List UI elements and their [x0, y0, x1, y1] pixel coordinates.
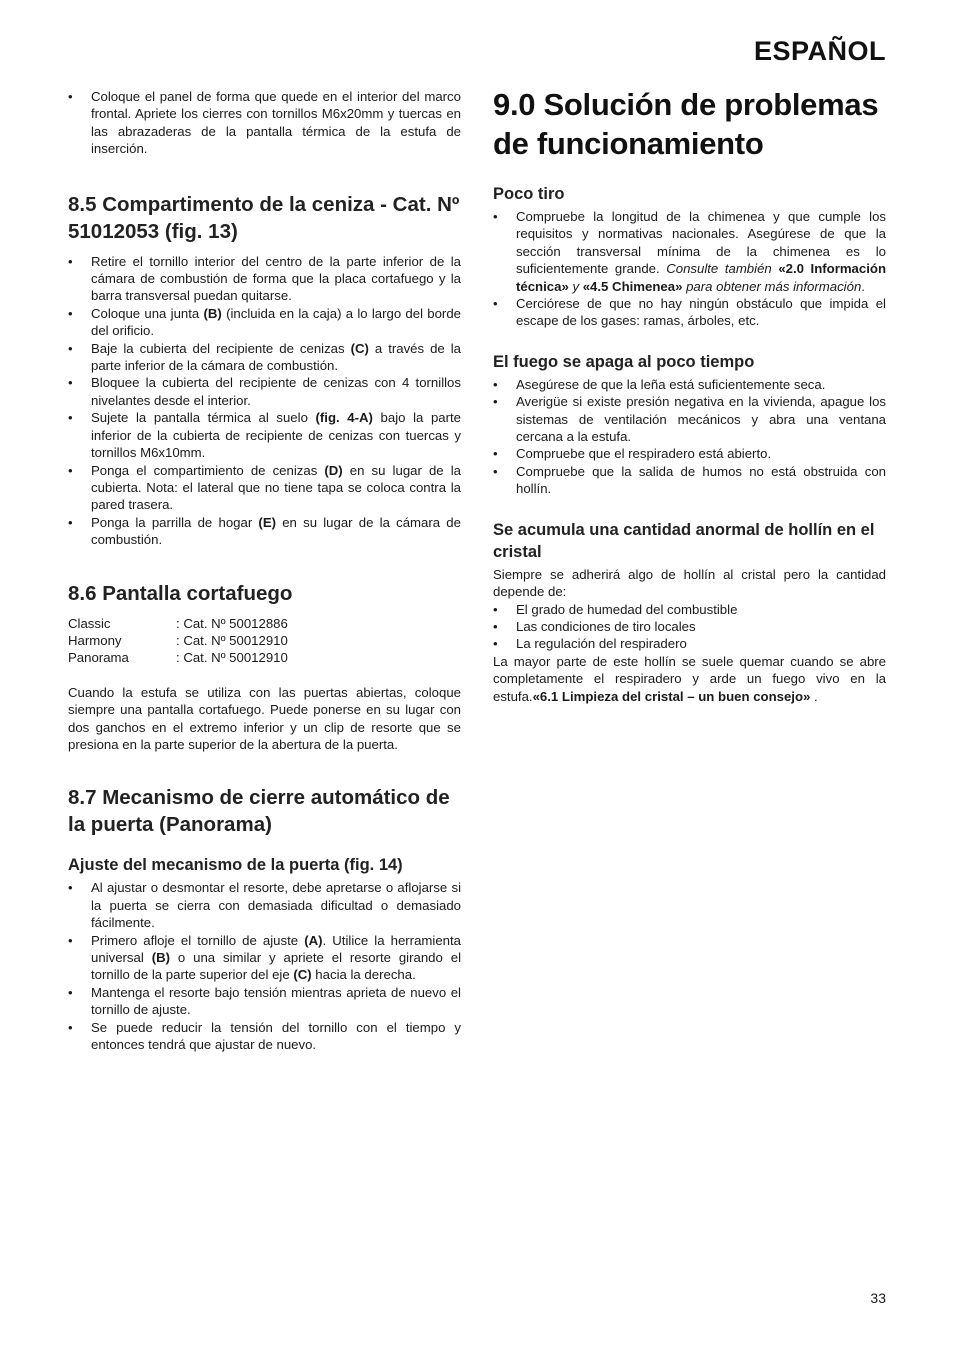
list-item: • Coloque el panel de forma que quede en el interior del marco frontal. Apriete los cierres con tornillos M6x20mm y tuercas en las abrazaderas de la pantalla térmica de la estufa de inserción.	[68, 88, 461, 158]
hollin-list	[493, 601, 886, 653]
hollin-conclusion: La mayor parte de este hollín se suele quemar cuando se abre completamente el respiradero y arde un fuego vivo en la estufa.«6.1 Limpieza del cristal – un buen consejo» .	[493, 653, 886, 704]
list-item: • Ponga el compartimiento de cenizas (D) en su lugar de la cubierta. Nota: el lateral que no tiene tapa se coloca contra la pared trasera.	[68, 462, 461, 514]
section-8-5-list	[68, 253, 461, 549]
list-item: • Las condiciones de tiro locales	[493, 618, 886, 635]
list-item: • El grado de humedad del combustible	[493, 601, 886, 618]
catalog-row: Classic : Cat. Nº 50012886	[68, 615, 288, 631]
list-item: • Asegúrese de que la leña está suficientemente seca.	[493, 376, 886, 393]
poco-tiro-title: Poco tiro	[493, 185, 565, 203]
list-item: • Se puede reducir la tensión del tornillo con el tiempo y entonces tendrá que ajustar de nuevo.	[68, 1019, 461, 1054]
intro-bullets	[68, 88, 461, 158]
list-item: • Sujete la pantalla térmica al suelo (fig. 4-A) bajo la parte inferior de la cubierta de recipiente de cenizas con tuercas y tornillos M6x10mm.	[68, 409, 461, 461]
right-column	[493, 85, 886, 705]
page-number: 33	[870, 1290, 886, 1306]
hollin-title: Se acumula una cantidad anormal de hollín en el cristal	[493, 520, 875, 561]
section-8-5-title: 8.5 Compartimento de la ceniza - Cat. Nº 51012053 (fig. 13)	[68, 192, 460, 243]
list-item: • Averigüe si existe presión negativa en la vivienda, apague los sistemas de ventilación mecánicos y abra una ventana cercana a la estufa.	[493, 393, 886, 445]
list-item: • Compruebe que la salida de humos no está obstruida con hollín.	[493, 463, 886, 498]
catalog-row: Panorama : Cat. Nº 50012910	[68, 650, 288, 666]
list-item: • Primero afloje el tornillo de ajuste (A). Utilice la herramienta universal (B) o una similar y apriete el resorte girando el tornillo de la parte superior del eje (C) hacia la derecha.	[68, 932, 461, 984]
language-header: ESPAÑOL	[753, 36, 886, 66]
left-column	[68, 88, 461, 1053]
fuego-title: El fuego se apaga al poco tiempo	[493, 352, 755, 371]
catalog-table	[68, 615, 461, 667]
list-item: • Ponga la parrilla de hogar (E) en su lugar de la cámara de combustión.	[68, 514, 461, 549]
list-item: • Mantenga el resorte bajo tensión mientras aprieta de nuevo el tornillo de ajuste.	[68, 984, 461, 1019]
hollin-intro: Siempre se adherirá algo de hollín al cristal pero la cantidad depende de:	[493, 566, 886, 600]
section-8-6-title: 8.6 Pantalla cortafuego	[68, 581, 293, 605]
section-8-7-list	[68, 879, 461, 1053]
section-9-0-title: 9.0 Solución de problemas de funcionamiento	[493, 87, 879, 161]
list-item: • Compruebe que el respiradero está abierto.	[493, 445, 886, 462]
list-item: • Compruebe la longitud de la chimenea y que cumple los requisitos y normativas nacionales. Asegúrese de que la sección transversal mínima de la chimenea es lo suficientemente grande. Consulte también «2.0 Información técnica» y «4.5 Chimenea» para obtener más información.	[493, 208, 886, 295]
list-item: • Al ajustar o desmontar el resorte, debe apretarse o aflojarse si la puerta se cierra con demasiada dificultad o demasiado fácilmente.	[68, 879, 461, 931]
poco-tiro-list	[493, 208, 886, 330]
list-item: • La regulación del respiradero	[493, 635, 886, 652]
section-8-7-subtitle: Ajuste del mecanismo de la puerta (fig. 14)	[68, 856, 403, 875]
list-item: • Retire el tornillo interior del centro de la parte inferior de la cámara de combustión de forma que la placa cortafuego y la barra transversal puedan quitarse.	[68, 253, 461, 305]
list-item: • Baje la cubierta del recipiente de cenizas (C) a través de la parte inferior de la cámara de combustión.	[68, 340, 461, 375]
section-8-6-paragraph: Cuando la estufa se utiliza con las puertas abiertas, coloque siempre una pantalla cortafuego. Puede ponerse en su lugar con dos ganchos en el extremo inferior y un clip de resorte que se presiona en la parte superior de la abertura de la puerta.	[68, 684, 461, 752]
list-item: • Cerciórese de que no hay ningún obstáculo que impida el escape de los gases: ramas, árboles, etc.	[493, 295, 886, 330]
section-8-7-title: 8.7 Mecanismo de cierre automático de la puerta (Panorama)	[68, 786, 450, 837]
list-item: • Bloquee la cubierta del recipiente de cenizas con 4 tornillos nivelantes desde el interior.	[68, 374, 461, 409]
list-item: • Coloque una junta (B) (incluida en la caja) a lo largo del borde del orificio.	[68, 305, 461, 340]
fuego-list	[493, 376, 886, 498]
catalog-row: Harmony : Cat. Nº 50012910	[68, 632, 288, 648]
